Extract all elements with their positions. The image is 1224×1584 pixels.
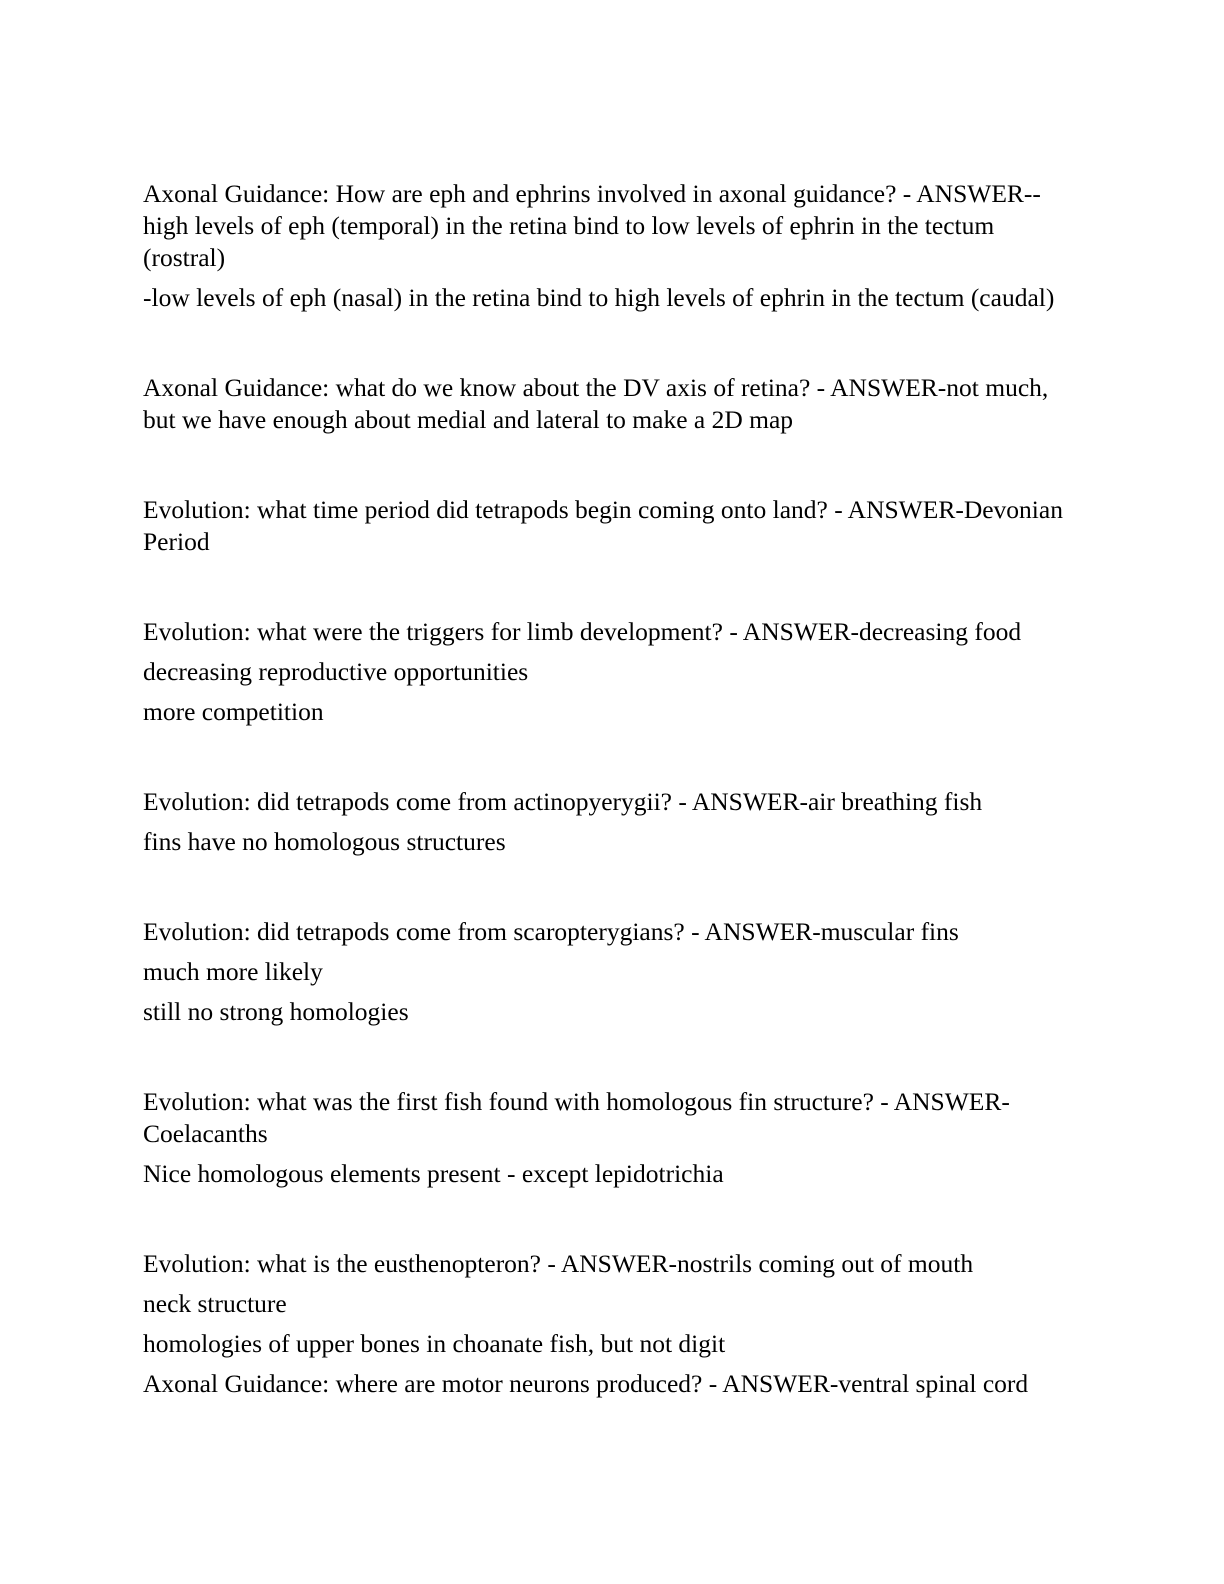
document-page <box>143 178 1078 1408</box>
qa-line: Evolution: what is the eusthenopteron? - ANSWER-nostrils coming out of mouth <box>143 1249 974 1278</box>
qa-line: decreasing reproductive opportunities <box>143 657 529 686</box>
qa-line: fins have no homologous structures <box>143 827 506 856</box>
spacer <box>143 322 1078 372</box>
qa-line: Evolution: did tetrapods come from scaropterygians? - ANSWER-muscular fins <box>143 917 959 946</box>
qa-entry <box>143 616 1078 728</box>
qa-entry <box>143 1248 1078 1400</box>
qa-line: Nice homologous elements present - except lepidotrichia <box>143 1159 724 1188</box>
qa-line: Evolution: what was the first fish found with homologous fin structure? - ANSWER-Coelacanths <box>143 1087 1010 1148</box>
qa-line: Axonal Guidance: what do we know about the DV axis of retina? - ANSWER-not much, but we have enough about medial and lateral to make a 2D map <box>143 373 1049 434</box>
spacer <box>143 444 1078 494</box>
qa-line: Axonal Guidance: where are motor neurons produced? - ANSWER-ventral spinal cord <box>143 1369 1029 1398</box>
qa-entry <box>143 1086 1078 1190</box>
qa-line: more competition <box>143 697 324 726</box>
qa-line: much more likely <box>143 957 323 986</box>
qa-line: Axonal Guidance: How are eph and ephrins involved in axonal guidance? - ANSWER--high levels of eph (temporal) in the retina bind to low levels of ephrin in the tectum (rostral) <box>143 179 1041 272</box>
spacer <box>143 866 1078 916</box>
qa-line: Evolution: what time period did tetrapods begin coming onto land? - ANSWER-Devonian Period <box>143 495 1063 556</box>
spacer <box>143 736 1078 786</box>
qa-line: homologies of upper bones in choanate fish, but not digit <box>143 1329 726 1358</box>
qa-entry <box>143 786 1078 858</box>
qa-entry <box>143 494 1078 558</box>
spacer <box>143 1198 1078 1248</box>
qa-line: Evolution: what were the triggers for limb development? - ANSWER-decreasing food <box>143 617 1022 646</box>
qa-line: still no strong homologies <box>143 997 409 1026</box>
qa-entry <box>143 916 1078 1028</box>
spacer <box>143 566 1078 616</box>
qa-entry <box>143 178 1078 314</box>
qa-line: neck structure <box>143 1289 287 1318</box>
qa-line: Evolution: did tetrapods come from actinopyerygii? - ANSWER-air breathing fish <box>143 787 983 816</box>
qa-line: -low levels of eph (nasal) in the retina bind to high levels of ephrin in the tectum (caudal) <box>143 283 1055 312</box>
qa-entry <box>143 372 1078 436</box>
spacer <box>143 1036 1078 1086</box>
